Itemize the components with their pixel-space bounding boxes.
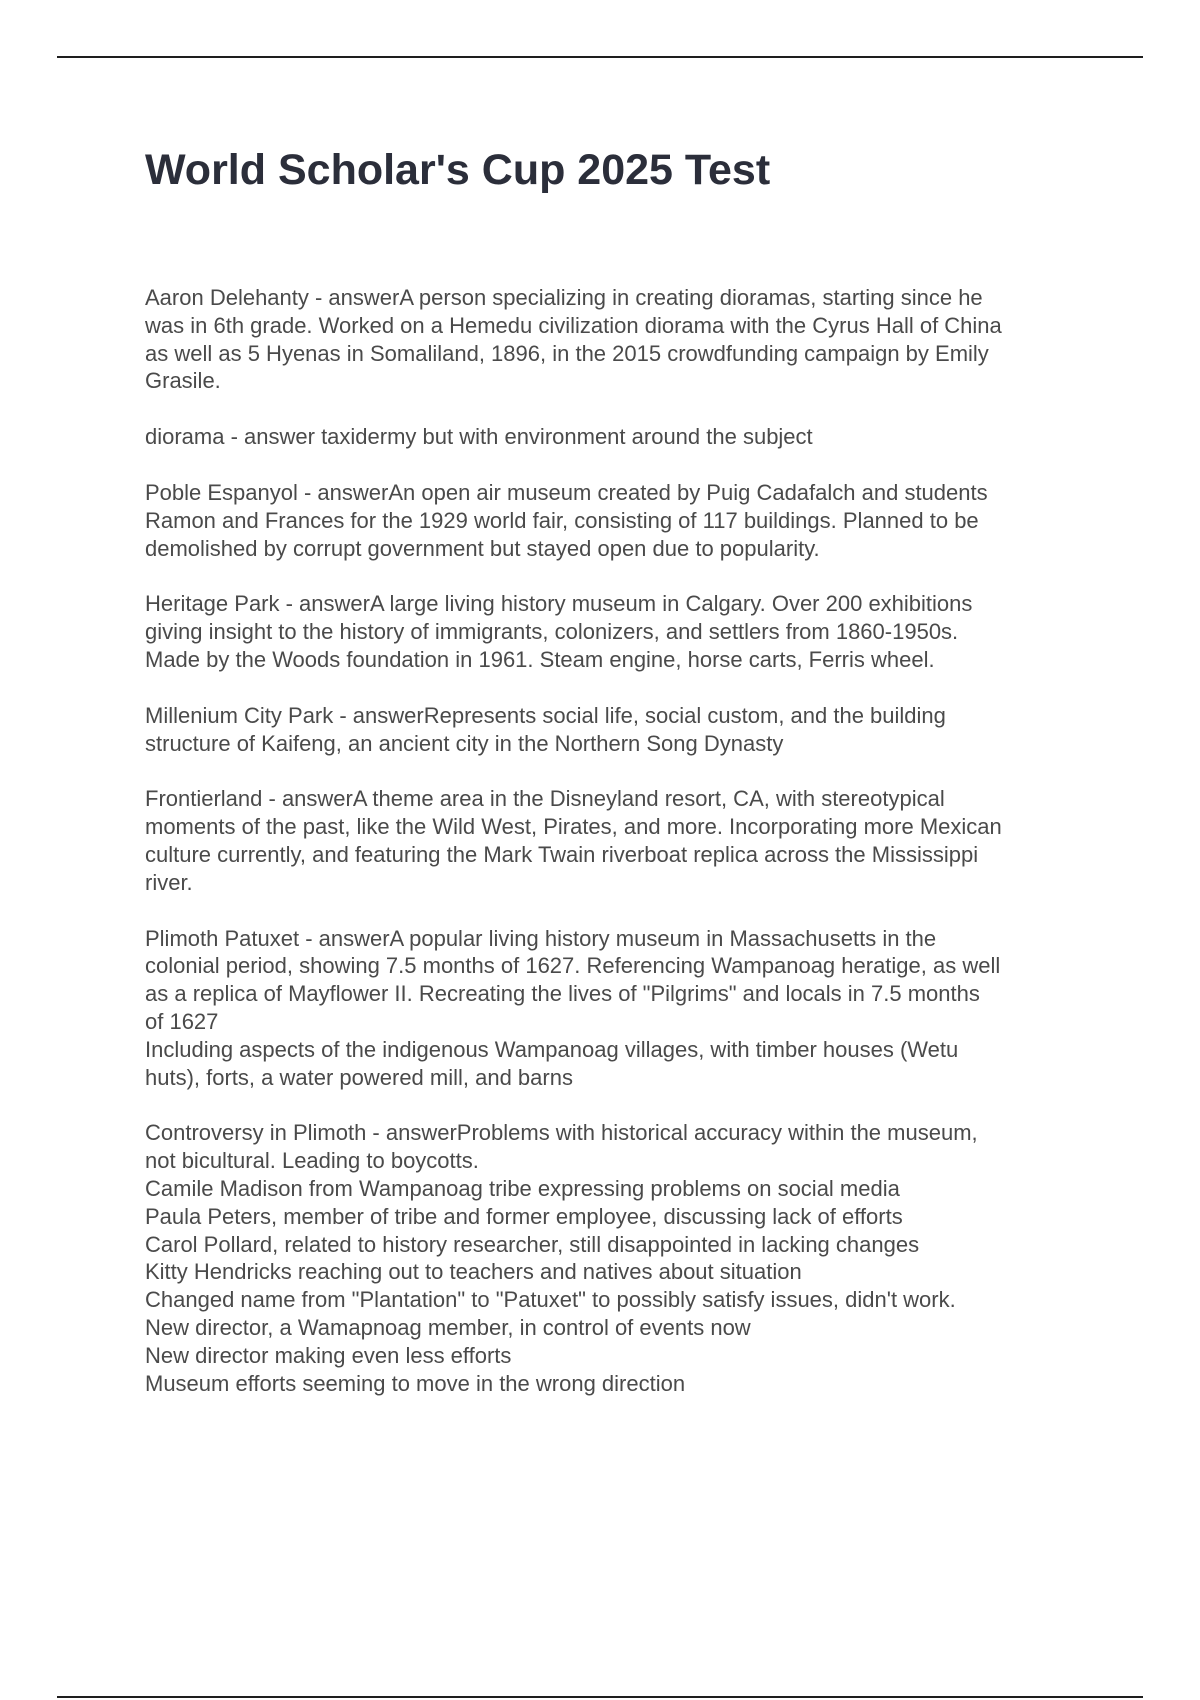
document-body [145, 284, 1095, 1425]
entry-text-line: Paula Peters, member of tribe and former employee, discussing lack of efforts [145, 1203, 903, 1229]
entry-text-line: huts), forts, a water powered mill, and barns [145, 1064, 573, 1090]
flashcard-entry [145, 785, 1095, 896]
top-divider [57, 56, 1143, 58]
entry-text-line: as a replica of Mayflower II. Recreating the lives of "Pilgrims" and locals in 7.5 months [145, 981, 980, 1007]
entry-text-line: as well as 5 Hyenas in Somaliland, 1896, in the 2015 crowdfunding campaign by Emily [145, 340, 989, 366]
entry-text-line: was in 6th grade. Worked on a Hemedu civilization diorama with the Cyrus Hall of China [145, 312, 1002, 338]
flashcard-entry [145, 702, 1095, 758]
entry-text-line: Changed name from "Plantation" to "Patuxet" to possibly satisfy issues, didn't work. [145, 1287, 956, 1313]
entry-text-line: Camile Madison from Wampanoag tribe expressing problems on social media [145, 1175, 900, 1201]
flashcard-entry [145, 479, 1095, 562]
document-title: World Scholar's Cup 2025 Test [145, 146, 771, 194]
entry-text-line: Carol Pollard, related to history researcher, still disappointed in lacking changes [145, 1231, 920, 1257]
entry-text-line: not bicultural. Leading to boycotts. [145, 1148, 479, 1174]
entry-text-line: Museum efforts seeming to move in the wrong direction [145, 1370, 686, 1396]
flashcard-entry [145, 284, 1095, 395]
bottom-divider [57, 1696, 1143, 1698]
entry-text-line: Grasile. [145, 368, 221, 394]
entry-text-line: demolished by corrupt government but stayed open due to popularity. [145, 535, 820, 561]
entry-text-line: Controversy in Plimoth - answerProblems with historical accuracy within the museum, [145, 1120, 978, 1146]
entry-text-line: Ramon and Frances for the 1929 world fair, consisting of 117 buildings. Planned to be [145, 507, 979, 533]
entry-text-line: of 1627 [145, 1008, 219, 1034]
entry-text-line: Poble Espanyol - answerAn open air museum created by Puig Cadafalch and students [145, 479, 988, 505]
entry-text-line: Heritage Park - answerA large living history museum in Calgary. Over 200 exhibitions [145, 591, 973, 617]
entry-text-line: Including aspects of the indigenous Wampanoag villages, with timber houses (Wetu [145, 1036, 959, 1062]
flashcard-entry [145, 423, 1095, 451]
entry-text-line: diorama - answer taxidermy but with environment around the subject [145, 424, 813, 450]
entry-text-line: Kitty Hendricks reaching out to teachers and natives about situation [145, 1259, 802, 1285]
entry-text-line: New director, a Wamapnoag member, in control of events now [145, 1314, 751, 1340]
entry-text-line: river. [145, 869, 193, 895]
entry-text-line: Aaron Delehanty - answerA person specializing in creating dioramas, starting since he [145, 285, 983, 310]
entry-text-line: culture currently, and featuring the Mark Twain riverboat replica across the Mississippi [145, 841, 979, 867]
entry-text-line: structure of Kaifeng, an ancient city in the Northern Song Dynasty [145, 730, 784, 756]
entry-text-line: giving insight to the history of immigrants, colonizers, and settlers from 1860-1950s. [145, 619, 959, 645]
entry-text-line: colonial period, showing 7.5 months of 1627. Referencing Wampanoag heratige, as well [145, 953, 1001, 979]
entry-text-line: Millenium City Park - answerRepresents social life, social custom, and the building [145, 702, 946, 728]
entry-text-line: Frontierland - answerA theme area in the Disneyland resort, CA, with stereotypical [145, 786, 945, 812]
flashcard-entry [145, 1119, 1095, 1397]
entry-text-line: New director making even less efforts [145, 1342, 512, 1368]
flashcard-entry [145, 590, 1095, 673]
entry-text-line: Plimoth Patuxet - answerA popular living history museum in Massachusetts in the [145, 925, 937, 951]
flashcard-entry [145, 925, 1095, 1092]
entry-text-line: moments of the past, like the Wild West, Pirates, and more. Incorporating more Mexican [145, 814, 1002, 840]
entry-text-line: Made by the Woods foundation in 1961. Steam engine, horse carts, Ferris wheel. [145, 646, 935, 672]
